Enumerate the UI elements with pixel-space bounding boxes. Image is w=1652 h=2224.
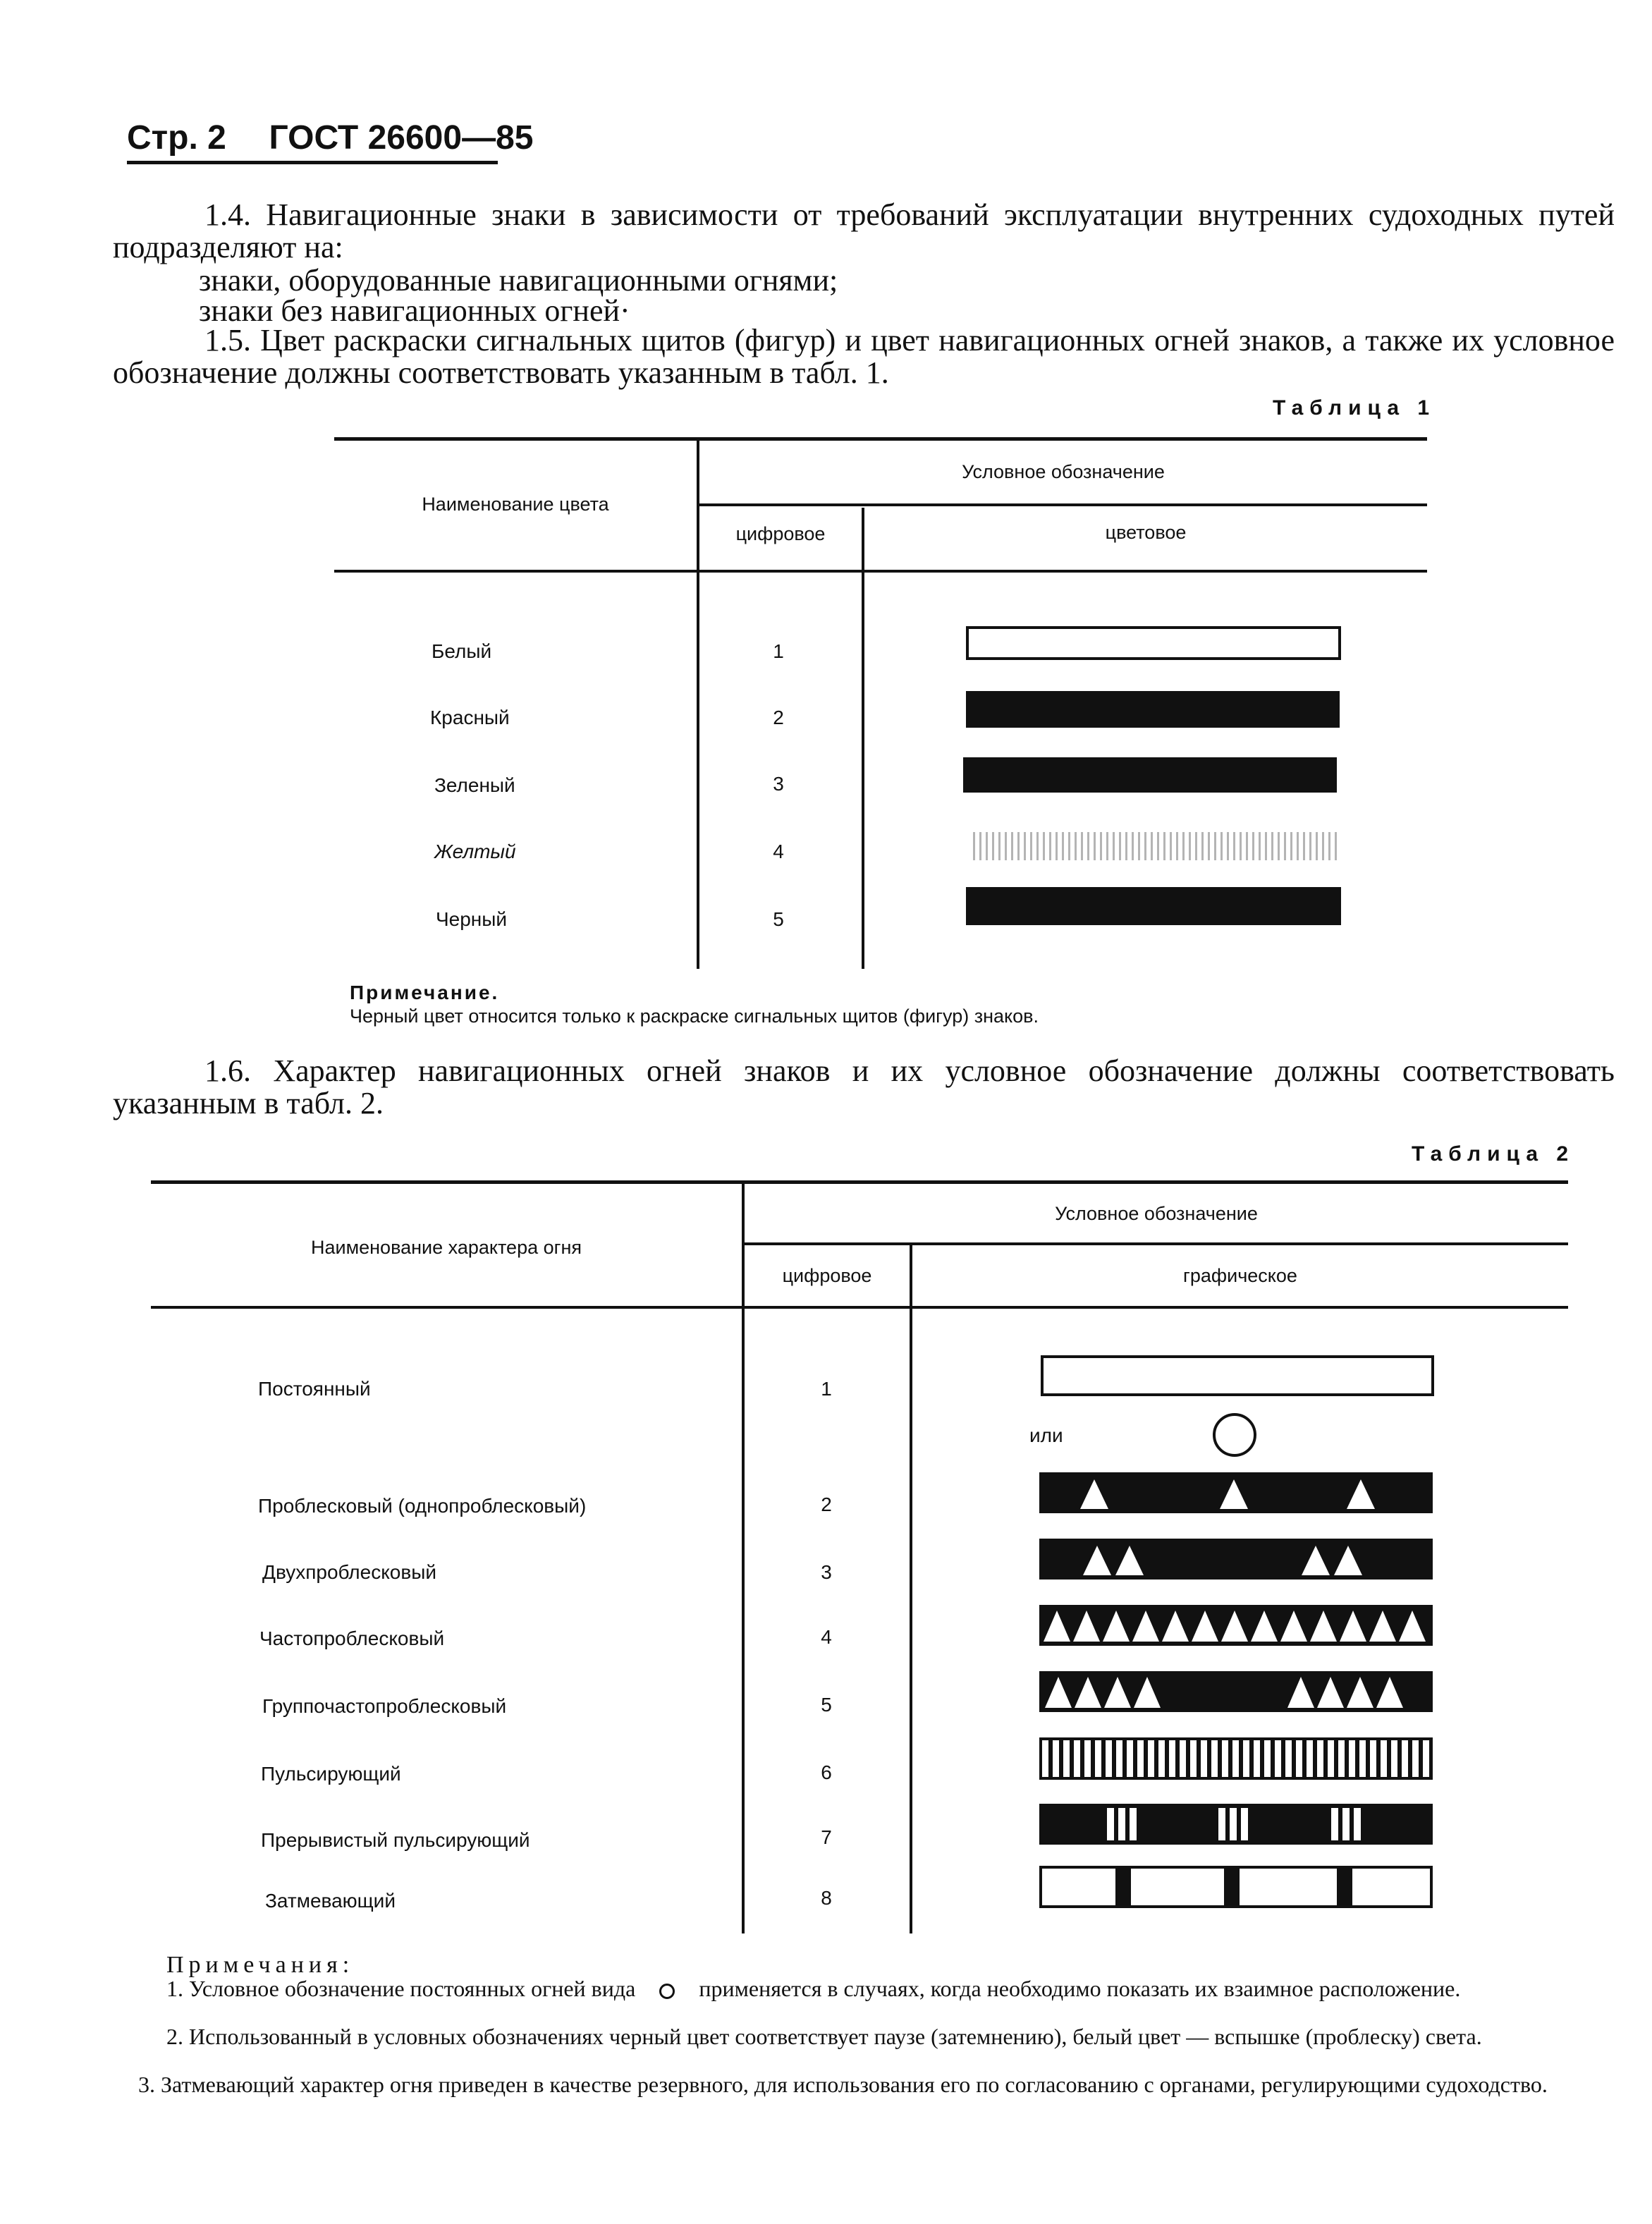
black-swatch xyxy=(966,887,1341,925)
table1-row-yellow-name: Желтый xyxy=(434,841,516,862)
interrupted-pulsating-pattern xyxy=(1039,1804,1433,1845)
eclipse-bar xyxy=(1115,1867,1131,1907)
pulse-bar xyxy=(1107,1808,1114,1840)
table1-row-red-code: 2 xyxy=(773,707,784,728)
standard-number: ГОСТ 26600—85 xyxy=(269,119,534,157)
paragraph-1-4: 1.4. Навигационные знаки в зависимости от требований эксплуатации внутренних судоходных путей подразделяют на: xyxy=(113,197,1615,264)
table2-col-group: Условное обозначение xyxy=(1055,1203,1258,1224)
pulse-group xyxy=(1218,1808,1248,1840)
yellow-swatch xyxy=(973,832,1341,860)
table2-row-pulsating-code: 6 xyxy=(821,1761,832,1783)
double-flashing-pattern xyxy=(1039,1539,1433,1580)
table2-row-group-quick-flashing-code: 5 xyxy=(821,1694,832,1716)
table2-row-flashing-code: 2 xyxy=(821,1493,832,1515)
eclipse-bar xyxy=(1337,1867,1352,1907)
note-3: 3. Затмевающий характер огня приведен в качестве резервного, для использования его по согласованию с органами, регулирующими судоходство. xyxy=(138,2072,1548,2097)
quick-flashing-pattern xyxy=(1039,1605,1433,1646)
table1-vline-2 xyxy=(862,508,864,969)
small-circle-icon xyxy=(659,1984,675,1999)
table2-vline-2 xyxy=(910,1245,912,1933)
pulse-bar xyxy=(1230,1808,1237,1840)
table2-header-split xyxy=(743,1242,1568,1245)
table1-row-red-name: Красный xyxy=(430,707,510,728)
table2-caption: Таблица 2 xyxy=(1412,1142,1575,1166)
list-item-with-lights: знаки, оборудованные навигационными огнями; xyxy=(199,263,838,298)
table2-row-quick-flashing-code: 4 xyxy=(821,1626,832,1648)
table2-vline-1 xyxy=(742,1182,745,1933)
table1-row-green-code: 3 xyxy=(773,773,784,795)
paragraph-1-6: 1.6. Характер навигационных огней знаков и их условное обозначение должны соответствовать указанным в табл. 2. xyxy=(113,1053,1615,1120)
note-1-end: применяется в случаях, когда необходимо показать их взаимное расположение. xyxy=(699,1976,1461,2001)
table2-row-steady-code: 1 xyxy=(821,1378,832,1400)
table1-note-title: Примечание. xyxy=(350,982,500,1003)
table2-row-double-flashing-name: Двухпроблесковый xyxy=(262,1561,436,1583)
occulting-pattern xyxy=(1039,1866,1433,1908)
pulse-bar xyxy=(1118,1808,1125,1840)
pulse-group xyxy=(1331,1808,1361,1840)
page-header xyxy=(127,118,533,157)
or-label: или xyxy=(1029,1424,1063,1446)
table2-top-rule xyxy=(151,1180,1568,1184)
note-2: 2. Использованный в условных обозначениях черный цвет соответствует паузе (затемнению), белый цвет — вспышке (проблеску) света. xyxy=(166,2024,1482,2049)
pulsating-pattern xyxy=(1039,1737,1433,1780)
table1-col-name: Наименование цвета xyxy=(422,494,609,515)
table1-row-black-code: 5 xyxy=(773,908,784,930)
table2-col-graphic: графическое xyxy=(1183,1265,1297,1286)
table1-row-white-name: Белый xyxy=(432,640,492,662)
pulse-bar xyxy=(1331,1808,1338,1840)
table2-row-double-flashing-code: 3 xyxy=(821,1561,832,1583)
table1-col-group: Условное обозначение xyxy=(962,461,1165,482)
note-1 xyxy=(113,1977,1579,2000)
table2-col-digit: цифровое xyxy=(782,1265,872,1286)
steady-light-bar xyxy=(1041,1355,1434,1396)
table2-row-occulting-code: 8 xyxy=(821,1887,832,1909)
table1-caption: Таблица 1 xyxy=(1273,396,1436,420)
steady-light-circle-icon xyxy=(1213,1413,1256,1457)
table2-row-quick-flashing-name: Частопроблесковый xyxy=(259,1627,445,1649)
table1-row-black-name: Черный xyxy=(436,908,508,930)
table1-row-yellow-code: 4 xyxy=(773,841,784,862)
eclipse-bar xyxy=(1224,1867,1240,1907)
pulse-group xyxy=(1107,1808,1137,1840)
table2-row-group-quick-flashing-name: Группочастопроблесковый xyxy=(262,1695,507,1717)
notes-title: Примечания: xyxy=(166,1952,355,1978)
table2-header-rule xyxy=(151,1306,1568,1309)
header-underline xyxy=(127,161,498,164)
table1-header-split xyxy=(698,503,1427,506)
table2-row-interrupted-pulsating-code: 7 xyxy=(821,1826,832,1848)
table2-row-steady-name: Постоянный xyxy=(258,1378,371,1400)
table1-note-text: Черный цвет относится только к раскраске сигнальных щитов (фигур) знаков. xyxy=(350,1006,1039,1027)
list-item-without-lights: знаки без навигационных огней· xyxy=(199,293,630,328)
pulse-bar xyxy=(1342,1808,1350,1840)
table2-row-flashing-name: Проблесковый (однопроблесковый) xyxy=(258,1495,587,1517)
white-swatch xyxy=(966,626,1341,660)
table2-row-occulting-name: Затмевающий xyxy=(265,1890,396,1912)
table1-vline-1 xyxy=(697,439,699,969)
table1-col-digit: цифровое xyxy=(735,523,826,544)
green-swatch xyxy=(963,757,1337,793)
table1-header-rule xyxy=(334,570,1427,573)
page-number: Стр. 2 xyxy=(127,119,226,157)
group-quick-flashing-pattern xyxy=(1039,1671,1433,1712)
pulse-bar xyxy=(1130,1808,1137,1840)
table1-col-color: цветовое xyxy=(1105,522,1187,543)
flashing-pattern xyxy=(1039,1472,1433,1513)
paragraph-1-5: 1.5. Цвет раскраски сигнальных щитов (фигур) и цвет навигационных огней знаков, а также их условное обозначение должны соответствовать указанным в табл. 1. xyxy=(113,323,1615,390)
pulse-bar xyxy=(1354,1808,1361,1840)
table1-row-green-name: Зеленый xyxy=(434,774,515,796)
table2-col-name: Наименование характера огня xyxy=(310,1237,582,1258)
table1-top-rule xyxy=(334,437,1427,441)
table2-row-interrupted-pulsating-name: Прерывистый пульсирующий xyxy=(261,1829,530,1851)
pulse-bar xyxy=(1241,1808,1248,1840)
table2-row-pulsating-name: Пульсирующий xyxy=(261,1763,401,1785)
table1-row-white-code: 1 xyxy=(773,640,784,662)
note-1-start: 1. Условное обозначение постоянных огней вида xyxy=(166,1976,636,2001)
red-swatch xyxy=(966,691,1340,728)
pulse-bar xyxy=(1218,1808,1225,1840)
